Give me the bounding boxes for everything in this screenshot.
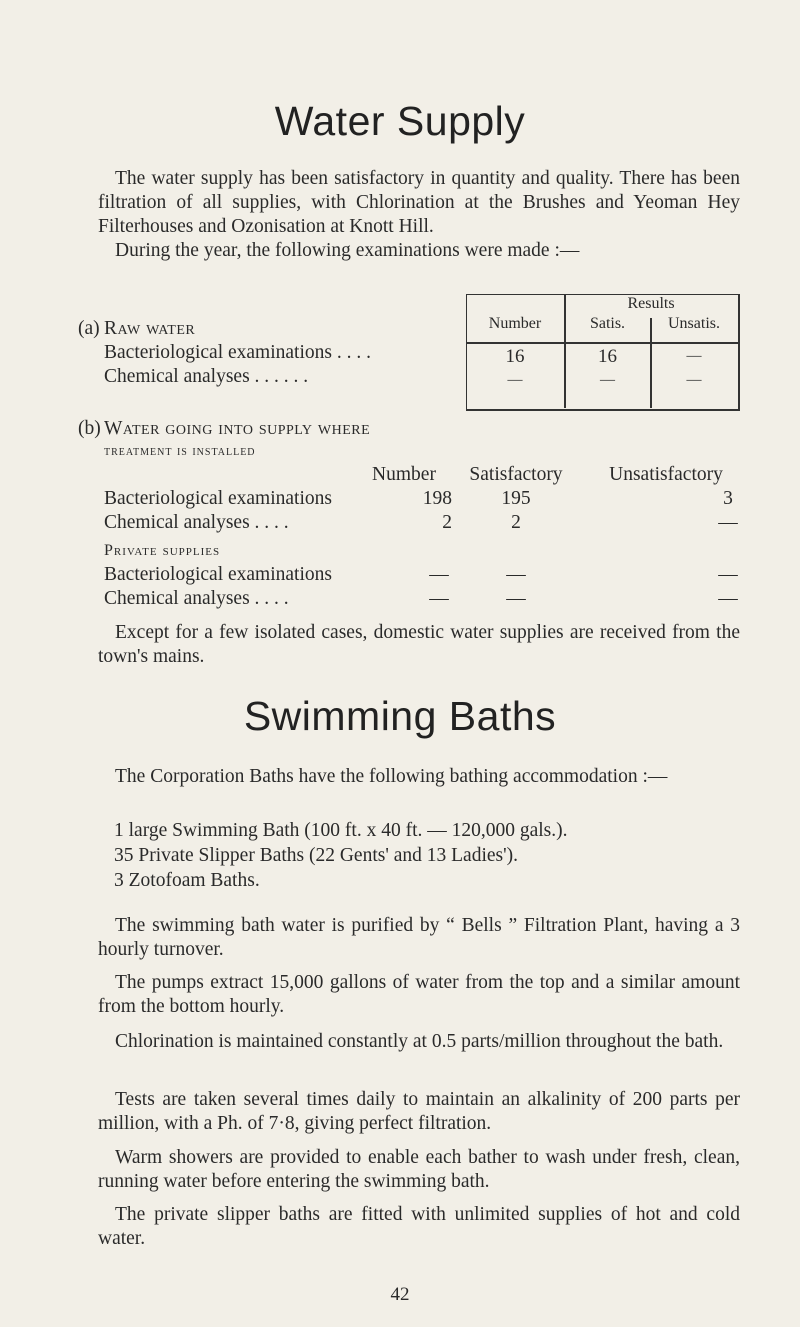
private-chem-satis: — bbox=[506, 588, 526, 609]
treated-heading-1: Water going into supply where bbox=[104, 418, 371, 439]
raw-chem-label: Chemical analyses . . . . . . bbox=[104, 366, 309, 387]
private-bact-unsatis: — bbox=[718, 564, 738, 585]
private-bact-satis: — bbox=[506, 564, 526, 585]
baths-intro: The Corporation Baths have the following bathing accommodation :— bbox=[115, 766, 668, 787]
private-chem-label: Chemical analyses . . . . bbox=[104, 588, 289, 609]
raw-header-number: Number bbox=[488, 315, 542, 332]
baths-item-3: 3 Zotofoam Baths. bbox=[114, 870, 260, 891]
raw-chem-satis: — bbox=[600, 372, 615, 388]
swimming-baths-title: Swimming Baths bbox=[243, 693, 557, 739]
treated-bact-unsatis: 3 bbox=[723, 488, 733, 509]
raw-header-results: Results bbox=[627, 295, 675, 312]
page-number: 42 bbox=[390, 1284, 410, 1305]
private-bact-label: Bacteriological examinations bbox=[104, 564, 332, 585]
treated-letter: (b) bbox=[78, 418, 101, 439]
baths-slipper: The private slipper baths are fitted with unlimited supplies of hot and cold water. bbox=[98, 1204, 740, 1249]
private-chem-number: — bbox=[429, 588, 449, 609]
baths-tests: Tests are taken several times daily to maintain an alkalinity of 200 parts per million, with a Ph. of 7·8, giving perfect filtration. bbox=[98, 1089, 740, 1134]
treated-heading-2: treatment is installed bbox=[104, 444, 256, 459]
treated-bact-satis: 195 bbox=[501, 488, 531, 509]
baths-item-2: 35 Private Slipper Baths (22 Gents' and 13 Ladies'). bbox=[114, 845, 518, 866]
private-chem-unsatis: — bbox=[718, 588, 738, 609]
treated-bact-number: 198 bbox=[422, 488, 452, 509]
raw-water-heading: Raw water bbox=[104, 318, 196, 339]
baths-showers: Warm showers are provided to enable each bather to wash under fresh, clean, running water before entering the swimming bath. bbox=[98, 1147, 740, 1192]
treated-chem-number: 2 bbox=[442, 512, 452, 533]
raw-bact-number: 16 bbox=[505, 346, 525, 367]
baths-item-1: 1 large Swimming Bath (100 ft. x 40 ft. — 120,000 gals.). bbox=[114, 820, 568, 841]
examinations-intro: During the year, the following examinations were made :— bbox=[115, 240, 580, 261]
raw-header-satis: Satis. bbox=[589, 315, 626, 332]
treated-header-satisfactory: Satisfactory bbox=[469, 464, 563, 485]
water-supply-intro: The water supply has been satisfactory in quantity and quality. There has been filtration of all supplies, with Chlorination at the Brushes and Yeoman Hey Filterhouses and Ozonisation at Knott Hill. bbox=[98, 168, 740, 237]
raw-header-unsatis: Unsatis. bbox=[668, 315, 720, 332]
baths-chlorination: Chlorination is maintained constantly at 0.5 parts/million throughout the bath. bbox=[115, 1031, 724, 1052]
raw-bact-unsatis: — bbox=[686, 348, 702, 364]
raw-chem-unsatis: — bbox=[686, 372, 702, 388]
treated-chem-unsatis: — bbox=[718, 512, 738, 533]
raw-chem-number: — bbox=[507, 372, 523, 388]
baths-filtration: The swimming bath water is purified by “ Bells ” Filtration Plant, having a 3 hourly turnover. bbox=[98, 915, 740, 960]
treated-chem-satis: 2 bbox=[511, 512, 521, 533]
raw-bact-satis: 16 bbox=[598, 346, 617, 367]
private-bact-number: — bbox=[429, 564, 449, 585]
water-supply-title: Water Supply bbox=[274, 98, 526, 144]
raw-bact-label: Bacteriological examinations . . . . bbox=[104, 342, 371, 363]
treated-header-unsatisfactory: Unsatisfactory bbox=[609, 464, 723, 485]
treated-chem-label: Chemical analyses . . . . bbox=[104, 512, 289, 533]
treated-header-number: Number bbox=[372, 464, 436, 485]
private-heading: Private supplies bbox=[104, 542, 221, 559]
raw-water-letter: (a) bbox=[78, 318, 100, 339]
domestic-supplies-note: Except for a few isolated cases, domestic water supplies are received from the town's mains. bbox=[98, 622, 740, 667]
treated-bact-label: Bacteriological examinations bbox=[104, 488, 332, 509]
baths-pumps: The pumps extract 15,000 gallons of water from the top and a similar amount from the bottom hourly. bbox=[98, 972, 740, 1017]
